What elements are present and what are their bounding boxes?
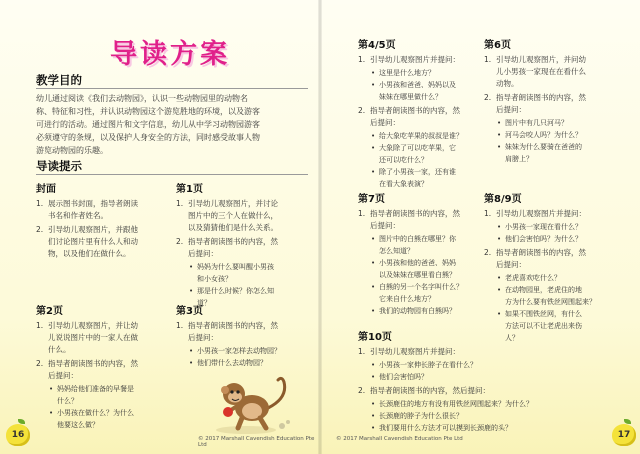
question-line: 道？: [197, 299, 211, 307]
step-line: 后提问：: [496, 260, 526, 269]
step-number: 1.: [358, 347, 366, 356]
page-number: 16: [11, 430, 25, 440]
question-item: [496, 284, 624, 308]
step-line: 引导幼儿观察图片，并让幼: [48, 321, 138, 330]
book-gutter: [318, 0, 322, 454]
page-number: 17: [617, 430, 631, 440]
question-line: • 小男孩一家怎样去动物园？: [197, 347, 281, 355]
question-line: • 大象除了可以吃苹果，它: [379, 144, 456, 152]
question-line: • 我们的动物园有白熊吗？: [379, 307, 456, 315]
question-list: [370, 359, 618, 383]
question-line: • 小男孩一家现在看什么？: [505, 223, 582, 231]
step-number: 1.: [484, 55, 492, 64]
step-number: 1.: [36, 321, 44, 330]
goal-rule: [36, 88, 308, 89]
question-line: 肩膀上？: [505, 155, 533, 163]
page-title: 导读方案: [110, 39, 230, 70]
right-page: [320, 0, 640, 454]
question-line: • 他们带什么去动物园？: [197, 359, 267, 367]
section-p2: [36, 302, 162, 433]
step-number: 1.: [358, 209, 366, 218]
question-line: • 老虎喜欢吃什么？: [505, 274, 561, 282]
step-item: [358, 346, 618, 383]
question-item: [370, 142, 482, 166]
step-line: 指导者朗读图书的内容，然后提问：: [370, 386, 490, 395]
question-line: 还可以吃什么？: [379, 156, 428, 164]
tips-heading: 导读提示: [36, 159, 82, 173]
step-item: [176, 320, 312, 369]
p45-steps: [358, 54, 482, 190]
goal-line: 必须遵守的条规，以及保护人身安全的方法，同时感受故事人物: [36, 133, 260, 142]
step-item: [484, 92, 620, 165]
question-item: [370, 422, 618, 434]
step-number: 1.: [358, 55, 366, 64]
question-line: • 小男孩和爸爸、妈妈以及: [379, 81, 456, 89]
copyright-footer: © 2017 Marshall Cavendish Education Pte Ltd: [336, 436, 463, 442]
step-line: 们讨论图片里有什么人和动: [48, 237, 138, 246]
question-line: • 小男孩和他的爸爸、妈妈: [379, 259, 456, 267]
cover-heading: 封面: [36, 184, 56, 195]
step-line: 指导者朗读图书的内容，然: [370, 209, 460, 218]
step-line: 图片中的三个人在做什么，: [188, 211, 278, 220]
monkey-illustration: [202, 368, 294, 436]
section-cover: [36, 180, 162, 262]
step-item: [36, 198, 162, 222]
question-item: [370, 281, 482, 305]
step-number: 1.: [484, 209, 492, 218]
step-number: 2.: [36, 359, 44, 368]
question-line: 在看大象表演？: [379, 180, 428, 188]
question-list: [370, 67, 482, 103]
step-number: 2.: [36, 225, 44, 234]
question-line: 妹妹在哪里做什么？: [379, 93, 442, 101]
step-line: 引导幼儿观察图片并提问：: [370, 347, 460, 356]
goal-text: [36, 92, 312, 157]
step-line: 引导幼儿观察图片并提问：: [496, 209, 586, 218]
step-line: 后提问：: [188, 249, 218, 258]
question-line: 方为什么要有铁丝网围起来？: [505, 298, 596, 306]
p10-heading: 第10页: [358, 332, 392, 343]
question-item: [496, 117, 620, 129]
question-list: [496, 117, 620, 165]
step-item: [176, 198, 312, 234]
p45-heading: 第4/5页: [358, 40, 396, 51]
question-line: • 妈妈为什么要叫醒小男孩: [197, 263, 274, 271]
question-line: • 他们会害怕吗？: [379, 373, 428, 381]
p89-steps: [484, 208, 624, 344]
p3-steps: [176, 320, 312, 369]
step-line: 儿小男孩一家现在在看什么: [496, 67, 586, 76]
step-item: [358, 105, 482, 190]
question-item: [496, 221, 624, 233]
p89-heading: 第8/9页: [484, 194, 522, 205]
step-line: 后提问：: [370, 118, 400, 127]
question-line: • 除了小男孩一家，还有谁: [379, 168, 456, 176]
goal-line: 可进行的活动。通过图片和文字信息，幼儿从中学习动物园游客: [36, 120, 260, 129]
p7-heading: 第7页: [358, 194, 385, 205]
goal-line: 游览动物园的乐趣。: [36, 146, 108, 155]
p3-heading: 第3页: [176, 306, 203, 317]
question-line: 他要这么做？: [57, 421, 99, 429]
question-list: [370, 130, 482, 190]
step-line: 动物。: [496, 79, 519, 88]
apple-leaf-icon: [18, 419, 25, 424]
question-line: • 如果不围铁丝网，有什么: [505, 310, 582, 318]
step-item: [484, 208, 624, 245]
question-item: [496, 129, 620, 141]
p1-steps: [176, 198, 312, 309]
step-line: 什么。: [48, 345, 71, 354]
goal-line: 称、特征和习性，并认识动物园这个游览胜地的环境，以及游客: [36, 107, 260, 116]
section-p3: [176, 302, 312, 371]
question-line: 怎么知道？: [379, 247, 414, 255]
section-p1: [176, 180, 312, 311]
step-line: 指导者朗读图书的内容，然: [370, 106, 460, 115]
step-line: 儿说说图片中的一家人在做: [48, 333, 138, 342]
step-number: 2.: [358, 386, 366, 395]
question-line: • 他们会害怕吗？为什么？: [505, 235, 582, 243]
step-line: 引导幼儿观察图片，并讨论: [188, 199, 278, 208]
question-item: [370, 79, 482, 103]
step-number: 2.: [358, 106, 366, 115]
question-line: • 长颈鹿的脖子为什么很长？: [379, 412, 463, 420]
section-p6: [484, 36, 620, 167]
step-line: 展示图书封面，指导者朗读: [48, 199, 138, 208]
question-line: • 我们要用什么方法才可以摸到长颈鹿的头？: [379, 424, 512, 432]
question-item: [370, 398, 618, 410]
question-line: 它来自什么地方？: [379, 295, 435, 303]
step-item: [484, 54, 620, 90]
question-line: 方法可以不让老虎出来伤: [505, 322, 582, 330]
step-number: 1.: [176, 199, 184, 208]
step-line: 后提问：: [496, 105, 526, 114]
question-line: 和小女孩？: [197, 275, 232, 283]
question-item: [188, 261, 312, 285]
question-line: • 给大象吃苹果的叔叔是谁？: [379, 132, 463, 140]
question-item: [370, 410, 618, 422]
step-line: 引导幼儿观察图片并提问：: [370, 55, 460, 64]
question-item: [48, 407, 162, 431]
step-item: [36, 224, 162, 260]
step-line: 以及猜猜他们是什么关系。: [188, 223, 278, 232]
step-item: [36, 358, 162, 431]
page-number-badge: [612, 424, 636, 446]
question-item: [370, 166, 482, 190]
p7-steps: [358, 208, 482, 317]
question-line: • 那是什么时候？你怎么知: [197, 287, 274, 295]
question-list: [370, 398, 618, 434]
question-list: [48, 383, 162, 431]
copyright-footer: © 2017 Marshall Cavendish Education Pte Ltd: [198, 436, 315, 448]
question-line: • 妹妹为什么要骑在爸爸的: [505, 143, 582, 151]
question-item: [496, 141, 620, 165]
question-list: [370, 233, 482, 317]
question-line: • 这里是什么地方？: [379, 69, 435, 77]
question-item: [370, 233, 482, 257]
question-line: • 小男孩一家伸长脖子在看什么？: [379, 361, 477, 369]
question-line: 人？: [505, 334, 519, 342]
question-line: • 图片中的白熊在哪里？你: [379, 235, 456, 243]
step-line: 指导者朗读图书的内容，然: [188, 321, 278, 330]
p1-heading: 第1页: [176, 184, 203, 195]
question-line: • 长颈鹿住的地方有没有用铁丝网围起来？为什么？: [379, 400, 533, 408]
step-item: [36, 320, 162, 356]
step-line: 后提问：: [48, 371, 78, 380]
page-number-badge: [6, 424, 30, 446]
question-line: • 小男孩在做什么？为什么: [57, 409, 134, 417]
p6-heading: 第6页: [484, 40, 511, 51]
p2-steps: [36, 320, 162, 431]
p6-steps: [484, 54, 620, 165]
question-item: [370, 305, 482, 317]
step-line: 书名和作者姓名。: [48, 211, 108, 220]
question-line: • 河马会咬人吗？为什么？: [505, 131, 582, 139]
step-number: 1.: [176, 321, 184, 330]
step-number: 1.: [36, 199, 44, 208]
p2-heading: 第2页: [36, 306, 63, 317]
question-line: • 白熊的另一个名字叫什么？: [379, 283, 463, 291]
section-p89: [484, 190, 624, 346]
question-item: [188, 345, 312, 357]
apple-leaf-icon: [624, 419, 631, 424]
question-item: [370, 130, 482, 142]
step-line: 后提问：: [188, 333, 218, 342]
question-item: [370, 371, 618, 383]
step-line: 指导者朗读图书的内容，然: [496, 248, 586, 257]
question-line: • 在动物园里，老虎住的地: [505, 286, 582, 294]
section-p7: [358, 190, 482, 319]
step-line: 引导幼儿观察图片，并跟他: [48, 225, 138, 234]
step-item: [358, 385, 618, 434]
question-list: [188, 345, 312, 369]
question-line: 以及妹妹在哪里看白熊？: [379, 271, 456, 279]
p10-steps: [358, 346, 618, 434]
step-number: 2.: [484, 93, 492, 102]
tips-rule: [36, 174, 308, 175]
question-line: 什么？: [57, 397, 78, 405]
step-line: 指导者朗读图书的内容，然: [496, 93, 586, 102]
step-item: [176, 236, 312, 309]
step-item: [358, 208, 482, 317]
question-item: [496, 233, 624, 245]
question-list: [496, 221, 624, 245]
question-item: [48, 383, 162, 407]
question-item: [370, 257, 482, 281]
step-number: 2.: [176, 237, 184, 246]
question-line: • 图片中有几只河马？: [505, 119, 568, 127]
step-line: 指导者朗读图书的内容，然: [48, 359, 138, 368]
question-line: • 妈妈给他们准备的早餐是: [57, 385, 134, 393]
goal-line: 幼儿通过阅读《我们去动物园》，认识一些动物园里的动物名: [36, 94, 248, 103]
goal-heading: 教学目的: [36, 73, 82, 87]
question-item: [370, 67, 482, 79]
question-item: [496, 272, 624, 284]
step-number: 2.: [484, 248, 492, 257]
step-line: 引导幼儿观察图片，并问幼: [496, 55, 586, 64]
section-p10: [358, 328, 618, 436]
question-item: [370, 359, 618, 371]
step-item: [358, 54, 482, 103]
step-line: 后提问：: [370, 221, 400, 230]
section-p45: [358, 36, 482, 192]
step-line: 物，以及他们在做什么。: [48, 249, 131, 258]
step-line: 指导者朗读图书的内容，然: [188, 237, 278, 246]
cover-steps: [36, 198, 162, 260]
